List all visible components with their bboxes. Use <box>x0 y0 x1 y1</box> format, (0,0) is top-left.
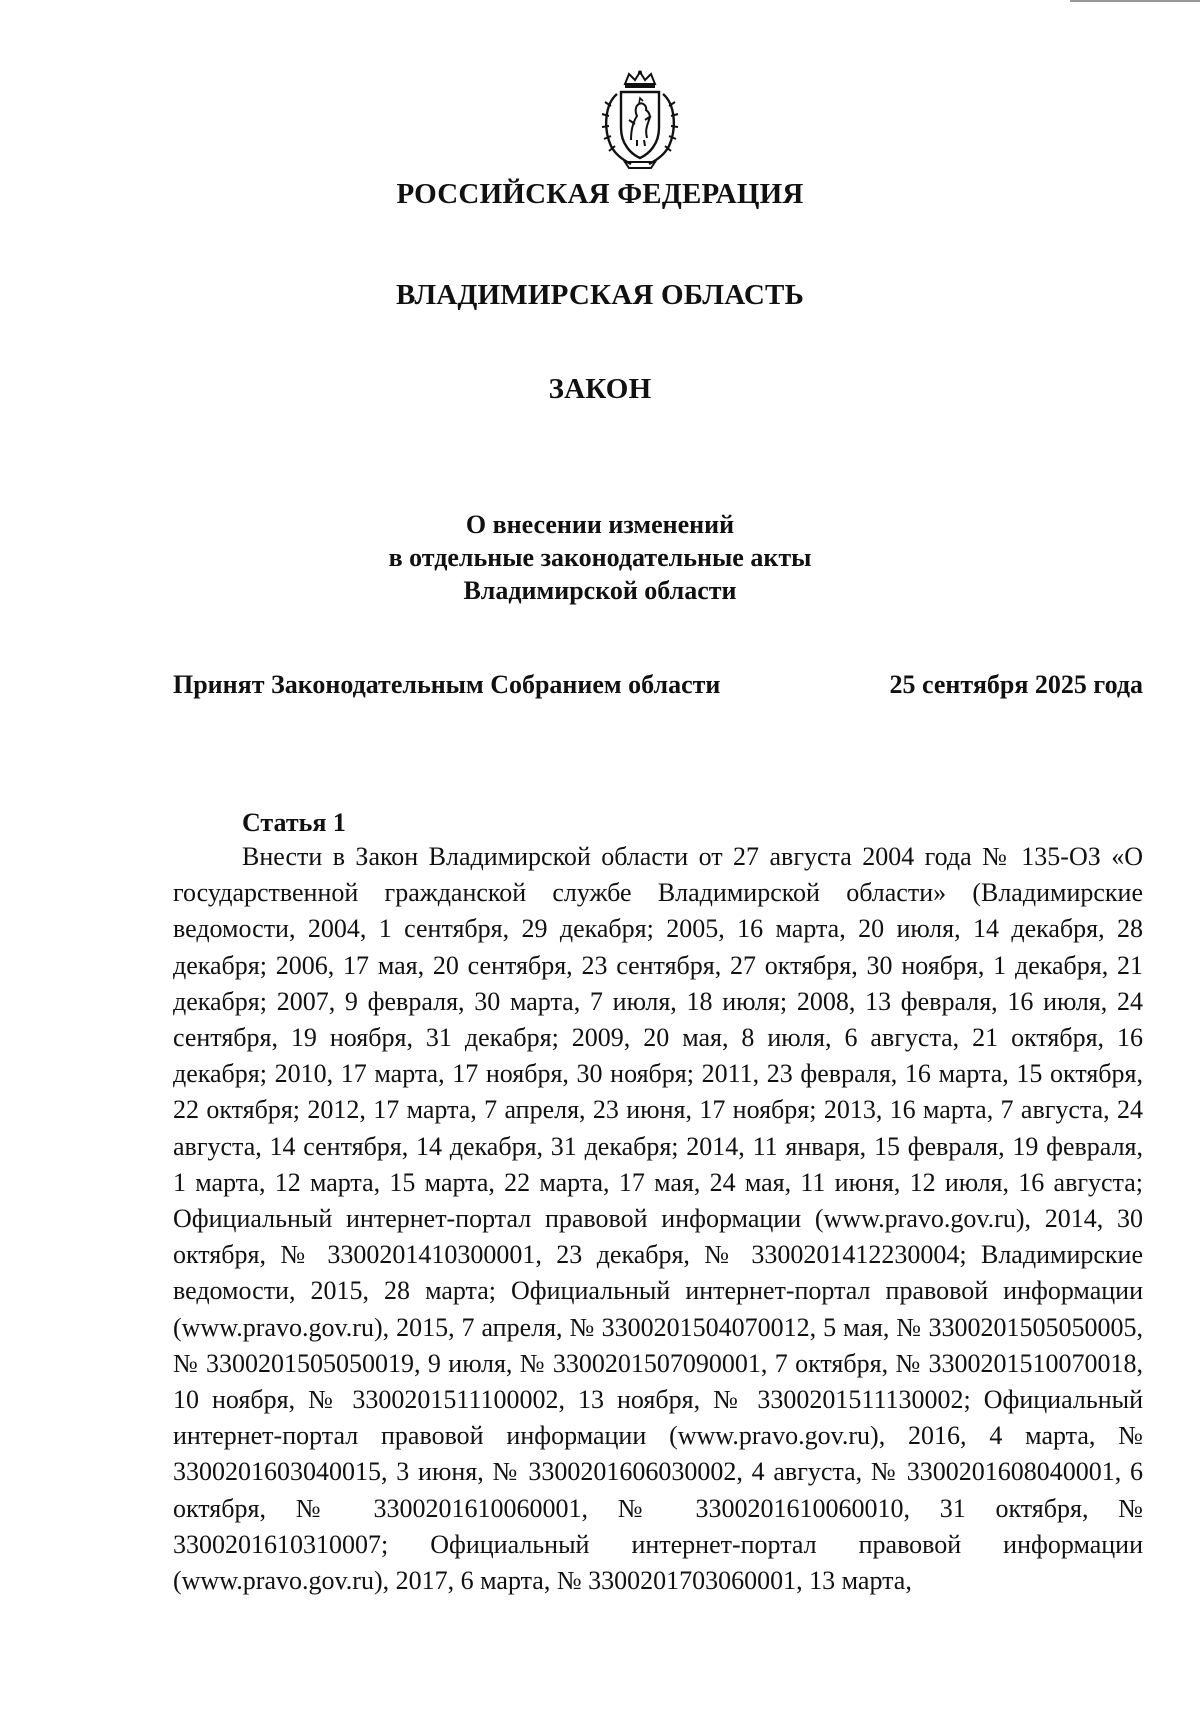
region-heading: ВЛАДИМИРСКАЯ ОБЛАСТЬ <box>396 279 804 311</box>
law-title-line: Владимирской области <box>463 576 737 605</box>
law-title <box>0 508 1200 607</box>
adoption-date: 25 сентября 2025 года <box>889 670 1143 699</box>
adoption-label: Принят Законодательным Собранием области <box>173 670 721 699</box>
article-title: Статья 1 <box>242 808 346 837</box>
scan-edge-line <box>1070 0 1200 2</box>
law-title-line: в отдельные законодательные акты <box>388 543 812 572</box>
country-heading: РОССИЙСКАЯ ФЕДЕРАЦИЯ <box>396 178 804 210</box>
article-body-text: Внести в Закон Владимирской области от 27 августа 2004 года № 135-ОЗ «О государственной гражданской службе Владимирской области» (Владимирские ведомости, 2004, 1 сентября, 29 декабря; 2005, 16 марта, 20 июля, 14 декабря, 28 декабря; 2006, 17 мая, 20 сентября, 23 сентября, 27 октября, 30 ноября, 1 декабря, 21 декабря; 2007, 9 февраля, 30 марта, 7 июля, 18 июля; 2008, 13 февраля, 16 июля, 24 сентября, 19 ноября, 31 декабря; 2009, 20 мая, 8 июля, 6 августа, 21 октября, 16 декабря; 2010, 17 марта, 17 ноября, 30 ноября; 2011, 23 февраля, 16 марта, 15 октября, 22 октября; 2012, 17 марта, 7 апреля, 23 июня, 17 ноября; 2013, 16 марта, 7 августа, 24 августа, 14 сентября, 14 декабря, 31 декабря; 2014, 11 января, 15 февраля, 19 февраля, 1 марта, 12 марта, 15 марта, 22 марта, 17 мая, 24 мая, 11 июня, 12 июля, 16 августа; Официальный интернет-портал правовой информации (www.pravo.gov.ru), 2014, 30 октября, № 3300201410300001, 23 декабря, № 3300201412230004; Владимирские ведомости, 2015, 28 марта; Официальный интернет-портал правовой информации (www.pravo.gov.ru), 2015, 7 апреля, № 3300201504070012, 5 мая, № 3300201505050005, № 3300201505050019, 9 июля, № 3300201507090001, 7 октября, № 3300201510070018, 10 ноября, № 3300201511100002, 13 ноября, № 3300201511130002; Официальный интернет-портал правовой информации (www.pravo.gov.ru), 2016, 4 марта, № 3300201603040015, 3 июня, № 3300201606030002, 4 августа, № 3300201608040001, 6 октября, № 3300201610060001, № 3300201610060010, 31 октября, № 3300201610310007; Официальный интернет-портал правовой информации (www.pravo.gov.ru), 2017, 6 марта, № 3300201703060001, 13 марта, <box>173 842 1143 1596</box>
law-title-line: О внесении изменений <box>465 510 735 539</box>
adoption-row <box>173 670 1143 700</box>
document-type-heading: ЗАКОН <box>548 373 652 405</box>
coat-of-arms-emblem-icon <box>597 70 683 172</box>
